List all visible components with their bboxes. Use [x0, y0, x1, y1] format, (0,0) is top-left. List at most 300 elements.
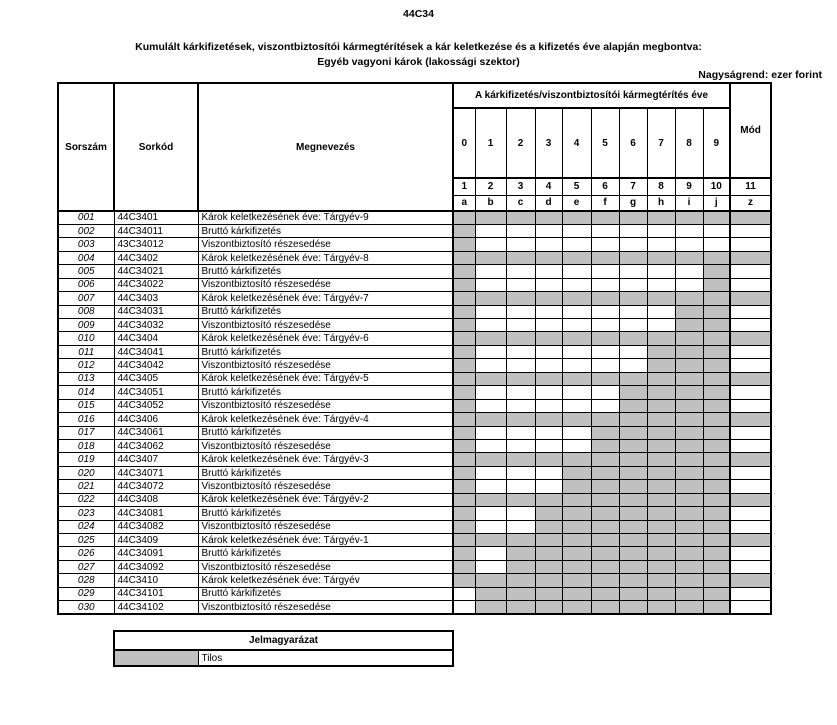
value-cell-year-9	[703, 439, 730, 452]
value-cell-year-9	[703, 507, 730, 520]
row-sorszam: 011	[58, 345, 114, 358]
value-cell-year-5	[591, 251, 619, 264]
value-cell-year-5	[591, 413, 619, 426]
value-cell-year-7	[647, 399, 675, 412]
value-cell-year-8	[675, 426, 703, 439]
value-cell-year-7	[647, 466, 675, 479]
row-sorszam: 026	[58, 547, 114, 560]
row-megnevezes: Viszontbiztosító részesedése	[198, 238, 453, 251]
value-cell-year-7	[647, 372, 675, 385]
table-row	[58, 345, 771, 358]
value-cell-year-8	[675, 332, 703, 345]
header-year-5: 5	[591, 108, 619, 178]
value-cell-year-0	[453, 587, 475, 600]
table-row	[58, 480, 771, 493]
value-cell-year-0	[453, 507, 475, 520]
value-cell-mod	[730, 534, 771, 547]
row-megnevezes: Viszontbiztosító részesedése	[198, 560, 453, 573]
row-sorszam: 012	[58, 359, 114, 372]
value-cell-year-7	[647, 439, 675, 452]
row-sorszam: 002	[58, 224, 114, 237]
value-cell-year-4	[562, 480, 591, 493]
value-cell-mod	[730, 560, 771, 573]
table-row	[58, 224, 771, 237]
row-sorkod: 44C34022	[114, 278, 198, 291]
value-cell-year-8	[675, 547, 703, 560]
value-cell-year-7	[647, 359, 675, 372]
row-megnevezes: Károk keletkezésének éve: Tárgyév-9	[198, 211, 453, 224]
row-megnevezes: Bruttó kárkifizetés	[198, 466, 453, 479]
value-cell-year-8	[675, 292, 703, 305]
header-column-letter: e	[562, 195, 591, 211]
value-cell-mod	[730, 386, 771, 399]
value-cell-year-7	[647, 345, 675, 358]
value-cell-year-8	[675, 224, 703, 237]
row-sorkod: 44C34052	[114, 399, 198, 412]
row-sorkod: 44C3410	[114, 574, 198, 587]
value-cell-year-4	[562, 238, 591, 251]
value-cell-year-9	[703, 413, 730, 426]
row-sorszam: 021	[58, 480, 114, 493]
value-cell-year-0	[453, 413, 475, 426]
value-cell-year-2	[506, 601, 535, 614]
header-mod: Mód	[730, 83, 771, 178]
value-cell-year-2	[506, 332, 535, 345]
header-column-letter: i	[675, 195, 703, 211]
value-cell-year-7	[647, 251, 675, 264]
value-cell-year-6	[619, 520, 647, 533]
row-megnevezes: Bruttó kárkifizetés	[198, 587, 453, 600]
value-cell-year-3	[535, 466, 562, 479]
value-cell-year-5	[591, 211, 619, 224]
row-sorkod: 44C34011	[114, 224, 198, 237]
value-cell-year-6	[619, 413, 647, 426]
header-row-1	[58, 83, 771, 108]
value-cell-year-5	[591, 574, 619, 587]
value-cell-year-9	[703, 453, 730, 466]
value-cell-year-4	[562, 359, 591, 372]
value-cell-year-3	[535, 278, 562, 291]
row-megnevezes: Viszontbiztosító részesedése	[198, 520, 453, 533]
value-cell-year-1	[475, 292, 506, 305]
row-megnevezes: Viszontbiztosító részesedése	[198, 480, 453, 493]
value-cell-mod	[730, 332, 771, 345]
value-cell-mod	[730, 601, 771, 614]
table-row	[58, 587, 771, 600]
value-cell-year-8	[675, 359, 703, 372]
value-cell-mod	[730, 453, 771, 466]
value-cell-year-3	[535, 507, 562, 520]
value-cell-year-9	[703, 278, 730, 291]
value-cell-year-9	[703, 345, 730, 358]
value-cell-year-2	[506, 305, 535, 318]
value-cell-year-1	[475, 439, 506, 452]
value-cell-year-5	[591, 359, 619, 372]
value-cell-year-2	[506, 507, 535, 520]
value-cell-year-2	[506, 547, 535, 560]
value-cell-year-1	[475, 601, 506, 614]
value-cell-year-3	[535, 238, 562, 251]
value-cell-year-5	[591, 453, 619, 466]
value-cell-year-5	[591, 345, 619, 358]
value-cell-year-0	[453, 332, 475, 345]
value-cell-year-6	[619, 453, 647, 466]
header-column-number: 11	[730, 178, 771, 195]
value-cell-year-3	[535, 319, 562, 332]
table-row	[58, 493, 771, 506]
value-cell-year-8	[675, 278, 703, 291]
row-sorszam: 025	[58, 534, 114, 547]
value-cell-year-6	[619, 560, 647, 573]
value-cell-year-5	[591, 332, 619, 345]
value-cell-year-4	[562, 560, 591, 573]
value-cell-year-6	[619, 211, 647, 224]
value-cell-year-8	[675, 305, 703, 318]
legend-swatch-tilos	[114, 650, 198, 666]
value-cell-year-0	[453, 453, 475, 466]
value-cell-year-1	[475, 372, 506, 385]
row-sorkod: 44C34042	[114, 359, 198, 372]
value-cell-year-5	[591, 292, 619, 305]
value-cell-year-7	[647, 493, 675, 506]
value-cell-year-4	[562, 453, 591, 466]
value-cell-year-1	[475, 238, 506, 251]
table-row	[58, 332, 771, 345]
value-cell-year-3	[535, 493, 562, 506]
value-cell-year-9	[703, 292, 730, 305]
table-row	[58, 251, 771, 264]
value-cell-year-2	[506, 386, 535, 399]
row-sorszam: 014	[58, 386, 114, 399]
value-cell-year-3	[535, 453, 562, 466]
value-cell-year-6	[619, 466, 647, 479]
value-cell-year-3	[535, 359, 562, 372]
value-cell-year-7	[647, 386, 675, 399]
value-cell-mod	[730, 278, 771, 291]
value-cell-year-9	[703, 265, 730, 278]
value-cell-year-1	[475, 399, 506, 412]
value-cell-year-6	[619, 507, 647, 520]
value-cell-year-3	[535, 224, 562, 237]
value-cell-year-5	[591, 426, 619, 439]
value-cell-year-0	[453, 520, 475, 533]
header-column-letter: a	[453, 195, 475, 211]
value-cell-year-8	[675, 587, 703, 600]
header-year-group: A kárkifizetés/viszontbiztosítói kármegtérítés éve	[453, 83, 730, 108]
value-cell-year-8	[675, 399, 703, 412]
value-cell-year-1	[475, 560, 506, 573]
header-column-number: 6	[591, 178, 619, 195]
row-sorkod: 44C3405	[114, 372, 198, 385]
row-sorszam: 030	[58, 601, 114, 614]
value-cell-year-6	[619, 238, 647, 251]
value-cell-year-4	[562, 372, 591, 385]
value-cell-year-0	[453, 238, 475, 251]
value-cell-mod	[730, 520, 771, 533]
value-cell-year-0	[453, 265, 475, 278]
table-header	[58, 83, 771, 211]
value-cell-year-5	[591, 305, 619, 318]
value-cell-year-3	[535, 601, 562, 614]
value-cell-year-9	[703, 426, 730, 439]
value-cell-year-3	[535, 439, 562, 452]
value-cell-year-7	[647, 413, 675, 426]
row-sorszam: 003	[58, 238, 114, 251]
value-cell-year-7	[647, 224, 675, 237]
value-cell-year-8	[675, 251, 703, 264]
table-row	[58, 238, 771, 251]
value-cell-year-6	[619, 292, 647, 305]
value-cell-mod	[730, 292, 771, 305]
row-sorszam: 022	[58, 493, 114, 506]
value-cell-year-7	[647, 453, 675, 466]
page-subtitle-line1: Kumulált kárkifizetések, viszontbiztosítói kármegtérítések a kár keletkezése és a kifizetés éve alapján megbontva:	[135, 41, 702, 53]
row-megnevezes: Károk keletkezésének éve: Tárgyév-7	[198, 292, 453, 305]
value-cell-year-7	[647, 265, 675, 278]
table-row	[58, 453, 771, 466]
value-cell-year-4	[562, 399, 591, 412]
value-cell-year-5	[591, 439, 619, 452]
header-column-number: 1	[453, 178, 475, 195]
value-cell-year-2	[506, 292, 535, 305]
value-cell-mod	[730, 372, 771, 385]
value-cell-year-6	[619, 587, 647, 600]
value-cell-year-5	[591, 372, 619, 385]
legend-title-row	[114, 631, 453, 650]
value-cell-year-6	[619, 426, 647, 439]
value-cell-year-7	[647, 278, 675, 291]
value-cell-year-5	[591, 493, 619, 506]
value-cell-year-9	[703, 359, 730, 372]
header-column-number: 7	[619, 178, 647, 195]
value-cell-year-9	[703, 332, 730, 345]
row-sorkod: 43C34012	[114, 238, 198, 251]
value-cell-year-4	[562, 211, 591, 224]
value-cell-year-8	[675, 453, 703, 466]
value-cell-year-2	[506, 278, 535, 291]
value-cell-year-4	[562, 493, 591, 506]
value-cell-year-3	[535, 426, 562, 439]
value-cell-year-5	[591, 238, 619, 251]
value-cell-mod	[730, 547, 771, 560]
header-year-3: 3	[535, 108, 562, 178]
value-cell-year-7	[647, 211, 675, 224]
value-cell-year-0	[453, 560, 475, 573]
value-cell-year-9	[703, 319, 730, 332]
value-cell-year-0	[453, 372, 475, 385]
unit-label: Nagyságrend: ezer forint	[698, 69, 822, 81]
value-cell-year-8	[675, 319, 703, 332]
row-sorkod: 44C34092	[114, 560, 198, 573]
table-row	[58, 211, 771, 224]
row-sorkod: 44C3408	[114, 493, 198, 506]
value-cell-year-4	[562, 265, 591, 278]
row-sorszam: 015	[58, 399, 114, 412]
value-cell-year-8	[675, 372, 703, 385]
row-sorszam: 006	[58, 278, 114, 291]
value-cell-mod	[730, 265, 771, 278]
row-megnevezes: Bruttó kárkifizetés	[198, 305, 453, 318]
value-cell-year-1	[475, 305, 506, 318]
value-cell-year-7	[647, 601, 675, 614]
value-cell-year-7	[647, 534, 675, 547]
row-sorkod: 44C3401	[114, 211, 198, 224]
value-cell-mod	[730, 224, 771, 237]
value-cell-year-3	[535, 574, 562, 587]
row-sorkod: 44C34102	[114, 601, 198, 614]
value-cell-year-5	[591, 560, 619, 573]
table-row	[58, 319, 771, 332]
value-cell-year-9	[703, 547, 730, 560]
value-cell-year-8	[675, 480, 703, 493]
header-column-number: 8	[647, 178, 675, 195]
row-sorkod: 44C3409	[114, 534, 198, 547]
value-cell-year-5	[591, 520, 619, 533]
value-cell-year-0	[453, 386, 475, 399]
value-cell-year-6	[619, 574, 647, 587]
table-row	[58, 305, 771, 318]
value-cell-year-4	[562, 319, 591, 332]
row-sorszam: 019	[58, 453, 114, 466]
row-megnevezes: Károk keletkezésének éve: Tárgyév-6	[198, 332, 453, 345]
row-sorkod: 44C34072	[114, 480, 198, 493]
value-cell-year-7	[647, 480, 675, 493]
table-row	[58, 426, 771, 439]
value-cell-year-7	[647, 587, 675, 600]
value-cell-year-2	[506, 587, 535, 600]
legend-label-tilos: Tilos	[198, 650, 453, 666]
row-megnevezes: Károk keletkezésének éve: Tárgyév-4	[198, 413, 453, 426]
row-megnevezes: Viszontbiztosító részesedése	[198, 319, 453, 332]
value-cell-year-9	[703, 574, 730, 587]
value-cell-year-3	[535, 305, 562, 318]
value-cell-mod	[730, 439, 771, 452]
value-cell-year-2	[506, 466, 535, 479]
value-cell-year-7	[647, 574, 675, 587]
row-sorkod: 44C34041	[114, 345, 198, 358]
row-sorszam: 004	[58, 251, 114, 264]
value-cell-year-9	[703, 601, 730, 614]
table-row	[58, 265, 771, 278]
value-cell-year-5	[591, 547, 619, 560]
value-cell-year-1	[475, 587, 506, 600]
table-row	[58, 520, 771, 533]
value-cell-year-0	[453, 399, 475, 412]
value-cell-year-8	[675, 238, 703, 251]
table-row	[58, 413, 771, 426]
value-cell-year-6	[619, 224, 647, 237]
value-cell-year-7	[647, 305, 675, 318]
value-cell-year-2	[506, 413, 535, 426]
value-cell-year-1	[475, 332, 506, 345]
value-cell-year-3	[535, 345, 562, 358]
value-cell-year-0	[453, 534, 475, 547]
value-cell-year-8	[675, 534, 703, 547]
value-cell-year-9	[703, 399, 730, 412]
value-cell-year-9	[703, 534, 730, 547]
row-megnevezes: Bruttó kárkifizetés	[198, 386, 453, 399]
value-cell-year-3	[535, 520, 562, 533]
table-row	[58, 439, 771, 452]
header-sorkod: Sorkód	[114, 83, 198, 211]
value-cell-year-6	[619, 534, 647, 547]
value-cell-mod	[730, 480, 771, 493]
value-cell-year-8	[675, 345, 703, 358]
value-cell-year-5	[591, 399, 619, 412]
value-cell-year-0	[453, 426, 475, 439]
row-megnevezes: Viszontbiztosító részesedése	[198, 601, 453, 614]
value-cell-year-8	[675, 493, 703, 506]
value-cell-year-6	[619, 601, 647, 614]
value-cell-year-8	[675, 601, 703, 614]
value-cell-year-5	[591, 466, 619, 479]
row-sorszam: 028	[58, 574, 114, 587]
header-year-8: 8	[675, 108, 703, 178]
value-cell-year-4	[562, 466, 591, 479]
value-cell-year-4	[562, 413, 591, 426]
value-cell-year-2	[506, 560, 535, 573]
value-cell-year-1	[475, 493, 506, 506]
value-cell-year-3	[535, 534, 562, 547]
header-column-number: 10	[703, 178, 730, 195]
header-year-6: 6	[619, 108, 647, 178]
value-cell-mod	[730, 211, 771, 224]
value-cell-year-3	[535, 332, 562, 345]
value-cell-year-9	[703, 251, 730, 264]
value-cell-mod	[730, 305, 771, 318]
value-cell-year-4	[562, 601, 591, 614]
row-megnevezes: Károk keletkezésének éve: Tárgyév-5	[198, 372, 453, 385]
value-cell-year-2	[506, 534, 535, 547]
row-sorszam: 020	[58, 466, 114, 479]
page-title: 44C34	[403, 8, 434, 20]
table-row	[58, 547, 771, 560]
row-sorkod: 44C3407	[114, 453, 198, 466]
row-megnevezes: Károk keletkezésének éve: Tárgyév-8	[198, 251, 453, 264]
value-cell-year-0	[453, 319, 475, 332]
value-cell-year-6	[619, 305, 647, 318]
table-row	[58, 601, 771, 614]
value-cell-year-5	[591, 587, 619, 600]
row-sorkod: 44C3406	[114, 413, 198, 426]
value-cell-year-4	[562, 426, 591, 439]
value-cell-year-1	[475, 480, 506, 493]
value-cell-mod	[730, 251, 771, 264]
table-row	[58, 386, 771, 399]
row-megnevezes: Károk keletkezésének éve: Tárgyév-1	[198, 534, 453, 547]
value-cell-year-7	[647, 292, 675, 305]
value-cell-year-1	[475, 466, 506, 479]
value-cell-year-4	[562, 224, 591, 237]
value-cell-year-9	[703, 493, 730, 506]
value-cell-year-2	[506, 211, 535, 224]
header-year-0: 0	[453, 108, 475, 178]
header-column-letter: z	[730, 195, 771, 211]
value-cell-year-9	[703, 224, 730, 237]
value-cell-year-4	[562, 520, 591, 533]
row-sorkod: 44C34031	[114, 305, 198, 318]
value-cell-year-1	[475, 319, 506, 332]
header-column-letter: b	[475, 195, 506, 211]
value-cell-year-2	[506, 426, 535, 439]
value-cell-year-5	[591, 601, 619, 614]
value-cell-year-2	[506, 480, 535, 493]
value-cell-year-8	[675, 413, 703, 426]
value-cell-year-6	[619, 547, 647, 560]
value-cell-year-6	[619, 359, 647, 372]
header-column-letter: h	[647, 195, 675, 211]
row-sorszam: 008	[58, 305, 114, 318]
